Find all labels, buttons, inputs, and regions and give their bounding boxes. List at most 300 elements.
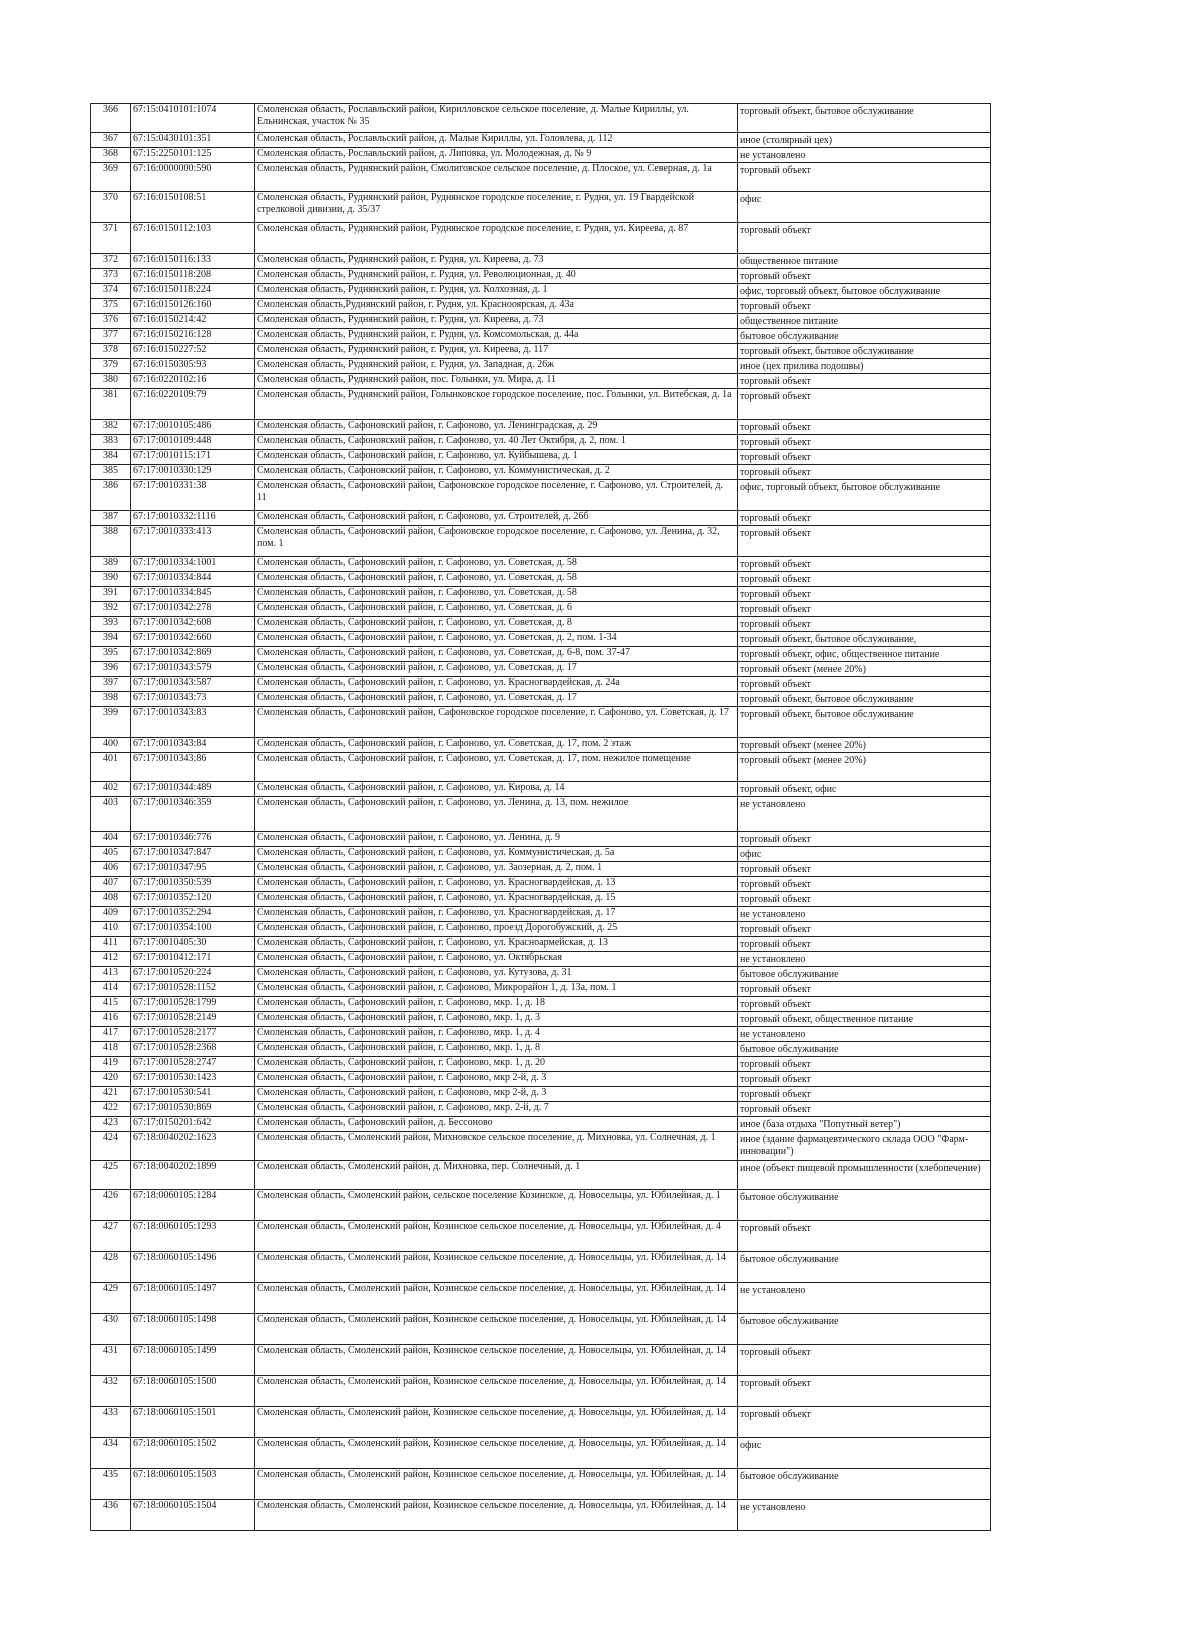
table-row bbox=[91, 632, 991, 647]
cadastral-number: 67:17:0010334:1001 bbox=[131, 557, 255, 572]
row-number: 399 bbox=[91, 707, 131, 738]
usage-type: торговый объект (менее 20%) bbox=[738, 753, 991, 782]
address: Смоленская область, Сафоновский район, г. Сафоново, ул. Куйбышева, д. 1 bbox=[255, 450, 738, 465]
usage-type: бытовое обслуживание bbox=[738, 329, 991, 344]
table-row bbox=[91, 223, 991, 254]
row-number: 387 bbox=[91, 511, 131, 526]
usage-type: не установлено bbox=[738, 907, 991, 922]
row-number: 406 bbox=[91, 862, 131, 877]
address: Смоленская область, Смоленский район, Козинское сельское поселение, д. Новосельцы, ул. Юбилейная, д. 14 bbox=[255, 1500, 738, 1531]
usage-type: бытовое обслуживание bbox=[738, 1469, 991, 1500]
cadastral-number: 67:17:0010347:847 bbox=[131, 847, 255, 862]
cadastral-number: 67:16:0150118:208 bbox=[131, 269, 255, 284]
cadastral-number: 67:17:0010343:73 bbox=[131, 692, 255, 707]
cadastral-number: 67:15:0410101:1074 bbox=[131, 104, 255, 133]
cadastral-number: 67:17:0010346:359 bbox=[131, 797, 255, 832]
address: Смоленская область, Сафоновский район, г. Сафоново, ул. Коммунистическая, д. 2 bbox=[255, 465, 738, 480]
cadastral-number: 67:18:0060105:1499 bbox=[131, 1345, 255, 1376]
usage-type: торговый объект bbox=[738, 1057, 991, 1072]
cadastral-number: 67:17:0150201:642 bbox=[131, 1117, 255, 1132]
cadastral-number: 67:16:0150214:42 bbox=[131, 314, 255, 329]
usage-type: торговый объект bbox=[738, 223, 991, 254]
address: Смоленская область, Руднянский район, г. Рудня, ул. Революционная, д. 40 bbox=[255, 269, 738, 284]
cadastral-number: 67:16:0150216:128 bbox=[131, 329, 255, 344]
table-row bbox=[91, 982, 991, 997]
table-row bbox=[91, 465, 991, 480]
address: Смоленская область, Смоленский район, Козинское сельское поселение, д. Новосельцы, ул. Юбилейная, д. 14 bbox=[255, 1314, 738, 1345]
cadastral-number: 67:16:0220102:16 bbox=[131, 374, 255, 389]
usage-type: торговый объект bbox=[738, 572, 991, 587]
address: Смоленская область, Сафоновский район, г. Сафоново, мкр. 1, д. 20 bbox=[255, 1057, 738, 1072]
row-number: 430 bbox=[91, 1314, 131, 1345]
row-number: 391 bbox=[91, 587, 131, 602]
usage-type: торговый объект bbox=[738, 892, 991, 907]
usage-type: иное (цех прилива подошвы) bbox=[738, 359, 991, 374]
cadastral-number: 67:17:0010346:776 bbox=[131, 832, 255, 847]
usage-type: торговый объект bbox=[738, 465, 991, 480]
address: Смоленская область, Смоленский район, Козинское сельское поселение, д. Новосельцы, ул. Юбилейная, д. 14 bbox=[255, 1252, 738, 1283]
cadastral-number: 67:16:0220109:79 bbox=[131, 389, 255, 420]
cadastral-number: 67:17:0010342:660 bbox=[131, 632, 255, 647]
cadastral-number: 67:17:0010333:413 bbox=[131, 526, 255, 557]
usage-type: торговый объект bbox=[738, 435, 991, 450]
row-number: 371 bbox=[91, 223, 131, 254]
cadastral-number: 67:18:0060105:1496 bbox=[131, 1252, 255, 1283]
row-number: 421 bbox=[91, 1087, 131, 1102]
address: Смоленская область, Сафоновский район, г. Сафоново, ул. Кирова, д. 14 bbox=[255, 782, 738, 797]
usage-type: торговый объект bbox=[738, 299, 991, 314]
table-row bbox=[91, 662, 991, 677]
usage-type: бытовое обслуживание bbox=[738, 1190, 991, 1221]
table-row bbox=[91, 692, 991, 707]
cadastral-number: 67:17:0010331:38 bbox=[131, 480, 255, 511]
cadastral-number: 67:16:0150112:103 bbox=[131, 223, 255, 254]
row-number: 367 bbox=[91, 133, 131, 148]
address: Смоленская область, Рославльский район, д. Малые Кириллы, ул. Головлева, д. 112 bbox=[255, 133, 738, 148]
usage-type: не установлено bbox=[738, 1283, 991, 1314]
usage-type: торговый объект bbox=[738, 677, 991, 692]
usage-type: торговый объект bbox=[738, 269, 991, 284]
cadastral-number: 67:17:0010528:1799 bbox=[131, 997, 255, 1012]
address: Смоленская область, Руднянский район, пос. Голынки, ул. Мира, д. 11 bbox=[255, 374, 738, 389]
row-number: 394 bbox=[91, 632, 131, 647]
usage-type: торговый объект, бытовое обслуживание bbox=[738, 692, 991, 707]
usage-type: иное (объект пищевой промышленности (хлебопечение) bbox=[738, 1161, 991, 1190]
row-number: 410 bbox=[91, 922, 131, 937]
row-number: 420 bbox=[91, 1072, 131, 1087]
row-number: 378 bbox=[91, 344, 131, 359]
table-row bbox=[91, 907, 991, 922]
row-number: 431 bbox=[91, 1345, 131, 1376]
usage-type: торговый объект bbox=[738, 1087, 991, 1102]
row-number: 382 bbox=[91, 420, 131, 435]
address: Смоленская область, Сафоновский район, г. Сафоново, ул. Красногвардейская, д. 17 bbox=[255, 907, 738, 922]
address: Смоленская область, Руднянский район, г. Рудня, ул. Киреева, д. 73 bbox=[255, 314, 738, 329]
table-row bbox=[91, 753, 991, 782]
row-number: 372 bbox=[91, 254, 131, 269]
usage-type: торговый объект bbox=[738, 1102, 991, 1117]
cadastral-number: 67:16:0150126:160 bbox=[131, 299, 255, 314]
cadastral-number: 67:16:0000000:590 bbox=[131, 163, 255, 192]
row-number: 370 bbox=[91, 192, 131, 223]
usage-type: торговый объект bbox=[738, 982, 991, 997]
row-number: 415 bbox=[91, 997, 131, 1012]
cadastral-number: 67:15:0430101:351 bbox=[131, 133, 255, 148]
usage-type: торговый объект (менее 20%) bbox=[738, 738, 991, 753]
address: Смоленская область, Сафоновский район, г. Сафоново, ул. Советская, д. 8 bbox=[255, 617, 738, 632]
address: Смоленская область, Смоленский район, сельское поселение Козинское, д. Новосельцы, ул. Юбилейная, д. 1 bbox=[255, 1190, 738, 1221]
cadastral-number: 67:17:0010528:2368 bbox=[131, 1042, 255, 1057]
usage-type: торговый объект, офис bbox=[738, 782, 991, 797]
usage-type: торговый объект, бытовое обслуживание bbox=[738, 344, 991, 359]
table-row bbox=[91, 284, 991, 299]
address: Смоленская область, Сафоновский район, г. Сафоново, ул. Ленина, д. 9 bbox=[255, 832, 738, 847]
usage-type: бытовое обслуживание bbox=[738, 1314, 991, 1345]
row-number: 428 bbox=[91, 1252, 131, 1283]
cadastral-number: 67:17:0010530:869 bbox=[131, 1102, 255, 1117]
usage-type: офис, торговый объект, бытовое обслуживание bbox=[738, 284, 991, 299]
table-row bbox=[91, 450, 991, 465]
table-row bbox=[91, 526, 991, 557]
row-number: 369 bbox=[91, 163, 131, 192]
row-number: 380 bbox=[91, 374, 131, 389]
address: Смоленская область, Сафоновский район, Сафоновское городское поселение, г. Сафоново, ул. Ленина, д. 32, пом. 1 bbox=[255, 526, 738, 557]
usage-type: торговый объект bbox=[738, 526, 991, 557]
row-number: 373 bbox=[91, 269, 131, 284]
cadastral-number: 67:17:0010412:171 bbox=[131, 952, 255, 967]
row-number: 376 bbox=[91, 314, 131, 329]
usage-type: бытовое обслуживание bbox=[738, 967, 991, 982]
table-row bbox=[91, 557, 991, 572]
address: Смоленская область,Руднянский район, г. Рудня, ул. Краснооярская, д. 43а bbox=[255, 299, 738, 314]
table-row bbox=[91, 344, 991, 359]
table-row bbox=[91, 192, 991, 223]
table-row bbox=[91, 1072, 991, 1087]
table-row bbox=[91, 1221, 991, 1252]
usage-type: торговый объект bbox=[738, 1221, 991, 1252]
address: Смоленская область, Сафоновский район, г. Сафоново, мкр 2-й, д. 3 bbox=[255, 1087, 738, 1102]
table-row bbox=[91, 1376, 991, 1407]
table-row bbox=[91, 435, 991, 450]
table-row bbox=[91, 1469, 991, 1500]
usage-type: торговый объект bbox=[738, 877, 991, 892]
table-row bbox=[91, 1345, 991, 1376]
row-number: 416 bbox=[91, 1012, 131, 1027]
row-number: 412 bbox=[91, 952, 131, 967]
cadastral-number: 67:18:0060105:1498 bbox=[131, 1314, 255, 1345]
row-number: 368 bbox=[91, 148, 131, 163]
table-row bbox=[91, 738, 991, 753]
row-number: 436 bbox=[91, 1500, 131, 1531]
address: Смоленская область, Сафоновский район, г. Сафоново, ул. Советская, д. 17 bbox=[255, 692, 738, 707]
row-number: 403 bbox=[91, 797, 131, 832]
table-row bbox=[91, 617, 991, 632]
address: Смоленская область, Сафоновский район, г. Сафоново, ул. Советская, д. 58 bbox=[255, 572, 738, 587]
row-number: 397 bbox=[91, 677, 131, 692]
row-number: 429 bbox=[91, 1283, 131, 1314]
table-row bbox=[91, 133, 991, 148]
table-row bbox=[91, 1500, 991, 1531]
usage-type: иное (столярный цех) bbox=[738, 133, 991, 148]
table-row bbox=[91, 572, 991, 587]
row-number: 413 bbox=[91, 967, 131, 982]
cadastral-number: 67:17:0010354:100 bbox=[131, 922, 255, 937]
cadastral-number: 67:17:0010343:84 bbox=[131, 738, 255, 753]
cadastral-number: 67:17:0010528:1152 bbox=[131, 982, 255, 997]
table-row bbox=[91, 937, 991, 952]
address: Смоленская область, Сафоновский район, г. Сафоново, ул. Красноармейская, д. 13 bbox=[255, 937, 738, 952]
row-number: 405 bbox=[91, 847, 131, 862]
address: Смоленская область, Сафоновский район, г. Сафоново, ул. Ленинградская, д. 29 bbox=[255, 420, 738, 435]
address: Смоленская область, Сафоновский район, г. Сафоново, мкр. 1, д. 18 bbox=[255, 997, 738, 1012]
cadastral-number: 67:17:0010528:2747 bbox=[131, 1057, 255, 1072]
cadastral-number: 67:17:0010342:869 bbox=[131, 647, 255, 662]
cadastral-number: 67:18:0060105:1500 bbox=[131, 1376, 255, 1407]
address: Смоленская область, Сафоновский район, д. Бессоново bbox=[255, 1117, 738, 1132]
cadastral-number: 67:16:0150108:51 bbox=[131, 192, 255, 223]
address: Смоленская область, Смоленский район, д. Михновка, пер. Солнечный, д. 1 bbox=[255, 1161, 738, 1190]
usage-type: не установлено bbox=[738, 797, 991, 832]
usage-type: торговый объект bbox=[738, 420, 991, 435]
cadastral-number: 67:17:0010332:1116 bbox=[131, 511, 255, 526]
table-row bbox=[91, 1283, 991, 1314]
row-number: 366 bbox=[91, 104, 131, 133]
table-row bbox=[91, 1161, 991, 1190]
cadastral-number: 67:17:0010530:1423 bbox=[131, 1072, 255, 1087]
row-number: 427 bbox=[91, 1221, 131, 1252]
usage-type: офис, торговый объект, бытовое обслуживание bbox=[738, 480, 991, 511]
table-row bbox=[91, 952, 991, 967]
cadastral-number: 67:17:0010520:224 bbox=[131, 967, 255, 982]
table-row bbox=[91, 148, 991, 163]
usage-type: торговый объект bbox=[738, 922, 991, 937]
table-row bbox=[91, 359, 991, 374]
usage-type: торговый объект bbox=[738, 1345, 991, 1376]
address: Смоленская область, Смоленский район, Козинское сельское поселение, д. Новосельцы, ул. Юбилейная, д. 14 bbox=[255, 1283, 738, 1314]
table-row bbox=[91, 647, 991, 662]
cadastral-number: 67:17:0010352:120 bbox=[131, 892, 255, 907]
row-number: 423 bbox=[91, 1117, 131, 1132]
usage-type: торговый объект bbox=[738, 832, 991, 847]
table-row bbox=[91, 511, 991, 526]
cadastral-number: 67:17:0010530:541 bbox=[131, 1087, 255, 1102]
row-number: 434 bbox=[91, 1438, 131, 1469]
cadastral-number: 67:17:0010350:539 bbox=[131, 877, 255, 892]
row-number: 396 bbox=[91, 662, 131, 677]
table-row bbox=[91, 299, 991, 314]
address: Смоленская область, Сафоновский район, г. Сафоново, ул. Кутузова, д. 31 bbox=[255, 967, 738, 982]
table-row bbox=[91, 707, 991, 738]
table-row bbox=[91, 862, 991, 877]
usage-type: торговый объект bbox=[738, 163, 991, 192]
row-number: 379 bbox=[91, 359, 131, 374]
table-row bbox=[91, 602, 991, 617]
cadastral-number: 67:18:0060105:1503 bbox=[131, 1469, 255, 1500]
table-row bbox=[91, 1190, 991, 1221]
address: Смоленская область, Сафоновский район, г. Сафоново, ул. Советская, д. 6 bbox=[255, 602, 738, 617]
cadastral-number: 67:18:0060105:1497 bbox=[131, 1283, 255, 1314]
table-row bbox=[91, 1314, 991, 1345]
usage-type: торговый объект bbox=[738, 450, 991, 465]
cadastral-number: 67:16:0150118:224 bbox=[131, 284, 255, 299]
address: Смоленская область, Сафоновский район, Сафоновское городское поселение, г. Сафоново, ул. Советская, д. 17 bbox=[255, 707, 738, 738]
row-number: 409 bbox=[91, 907, 131, 922]
row-number: 389 bbox=[91, 557, 131, 572]
address: Смоленская область, Сафоновский район, г. Сафоново, ул. Советская, д. 17 bbox=[255, 662, 738, 677]
address: Смоленская область, Рославльский район, Кирилловское сельское поселение, д. Малые Кириллы, ул. Ельнинская, участок № 35 bbox=[255, 104, 738, 133]
row-number: 393 bbox=[91, 617, 131, 632]
usage-type: торговый объект bbox=[738, 1407, 991, 1438]
row-number: 425 bbox=[91, 1161, 131, 1190]
cadastral-number: 67:18:0060105:1502 bbox=[131, 1438, 255, 1469]
row-number: 407 bbox=[91, 877, 131, 892]
usage-type: офис bbox=[738, 1438, 991, 1469]
row-number: 400 bbox=[91, 738, 131, 753]
address: Смоленская область, Руднянский район, Руднянское городское поселение, г. Рудня, ул. Киреева, д. 87 bbox=[255, 223, 738, 254]
table-row bbox=[91, 1087, 991, 1102]
cadastral-number: 67:17:0010344:489 bbox=[131, 782, 255, 797]
table-row bbox=[91, 420, 991, 435]
cadastral-number: 67:16:0150116:133 bbox=[131, 254, 255, 269]
table-row bbox=[91, 1057, 991, 1072]
usage-type: не установлено bbox=[738, 1500, 991, 1531]
cadastral-number: 67:17:0010528:2149 bbox=[131, 1012, 255, 1027]
row-number: 426 bbox=[91, 1190, 131, 1221]
table-row bbox=[91, 1252, 991, 1283]
row-number: 392 bbox=[91, 602, 131, 617]
usage-type: торговый объект bbox=[738, 511, 991, 526]
usage-type: торговый объект bbox=[738, 389, 991, 420]
table-row bbox=[91, 1027, 991, 1042]
address: Смоленская область, Смоленский район, Козинское сельское поселение, д. Новосельцы, ул. Юбилейная, д. 14 bbox=[255, 1407, 738, 1438]
table-row bbox=[91, 1102, 991, 1117]
cadastral-number: 67:16:0150305:93 bbox=[131, 359, 255, 374]
usage-type: офис bbox=[738, 192, 991, 223]
cadastral-number: 67:15:2250101:125 bbox=[131, 148, 255, 163]
address: Смоленская область, Сафоновский район, г. Сафоново, мкр. 1, д. 4 bbox=[255, 1027, 738, 1042]
table-row bbox=[91, 847, 991, 862]
table-row bbox=[91, 254, 991, 269]
row-number: 388 bbox=[91, 526, 131, 557]
cadastral-number: 67:18:0040202:1899 bbox=[131, 1161, 255, 1190]
address: Смоленская область, Сафоновский район, г. Сафоново, Микрорайон 1, д. 13а, пом. 1 bbox=[255, 982, 738, 997]
table-row bbox=[91, 269, 991, 284]
address: Смоленская область, Сафоновский район, г. Сафоново, ул. Ленина, д. 13, пом. нежилое bbox=[255, 797, 738, 832]
usage-type: торговый объект bbox=[738, 937, 991, 952]
row-number: 401 bbox=[91, 753, 131, 782]
row-number: 402 bbox=[91, 782, 131, 797]
usage-type: бытовое обслуживание bbox=[738, 1042, 991, 1057]
address: Смоленская область, Сафоновский район, г. Сафоново, ул. Красногвардейская, д. 15 bbox=[255, 892, 738, 907]
usage-type: общественное питание bbox=[738, 254, 991, 269]
usage-type: офис bbox=[738, 847, 991, 862]
cadastral-number: 67:17:0010343:83 bbox=[131, 707, 255, 738]
row-number: 386 bbox=[91, 480, 131, 511]
table-body bbox=[91, 104, 991, 1531]
row-number: 435 bbox=[91, 1469, 131, 1500]
cadastral-number: 67:18:0060105:1284 bbox=[131, 1190, 255, 1221]
usage-type: торговый объект, бытовое обслуживание, bbox=[738, 632, 991, 647]
address: Смоленская область, Сафоновский район, г. Сафоново, ул. Советская, д. 2, пом. 1-34 bbox=[255, 632, 738, 647]
table-row bbox=[91, 997, 991, 1012]
cadastral-number: 67:17:0010115:171 bbox=[131, 450, 255, 465]
cadastral-number: 67:17:0010347:95 bbox=[131, 862, 255, 877]
address: Смоленская область, Руднянский район, г. Рудня, ул. Киреева, д. 117 bbox=[255, 344, 738, 359]
usage-type: торговый объект, бытовое обслуживание bbox=[738, 104, 991, 133]
cadastral-number: 67:17:0010405:30 bbox=[131, 937, 255, 952]
address: Смоленская область, Сафоновский район, г. Сафоново, мкр. 2-й, д. 7 bbox=[255, 1102, 738, 1117]
row-number: 404 bbox=[91, 832, 131, 847]
row-number: 422 bbox=[91, 1102, 131, 1117]
address: Смоленская область, Сафоновский район, г. Сафоново, ул. Советская, д. 6-8, пом. 37-47 bbox=[255, 647, 738, 662]
address: Смоленская область, Сафоновский район, Сафоновское городское поселение, г. Сафоново, ул. Строителей, д. 11 bbox=[255, 480, 738, 511]
address: Смоленская область, Сафоновский район, г. Сафоново, ул. Красногвардейская, д. 24а bbox=[255, 677, 738, 692]
cadastral-number: 67:18:0060105:1504 bbox=[131, 1500, 255, 1531]
address: Смоленская область, Сафоновский район, г. Сафоново, ул. Заозерная, д. 2, пом. 1 bbox=[255, 862, 738, 877]
row-number: 417 bbox=[91, 1027, 131, 1042]
row-number: 384 bbox=[91, 450, 131, 465]
usage-type: торговый объект bbox=[738, 617, 991, 632]
table-row bbox=[91, 1117, 991, 1132]
row-number: 408 bbox=[91, 892, 131, 907]
address: Смоленская область, Рославльский район, д. Липовка, ул. Молодежная, д. № 9 bbox=[255, 148, 738, 163]
cadastral-number: 67:17:0010352:294 bbox=[131, 907, 255, 922]
cadastral-number: 67:18:0060105:1501 bbox=[131, 1407, 255, 1438]
table-row bbox=[91, 1012, 991, 1027]
address: Смоленская область, Руднянский район, Руднянское городское поселение, г. Рудня, ул. 19 Гвардейской стрелковой дивизии, д. 35/37 bbox=[255, 192, 738, 223]
address: Смоленская область, Смоленский район, Козинское сельское поселение, д. Новосельцы, ул. Юбилейная, д. 14 bbox=[255, 1438, 738, 1469]
row-number: 418 bbox=[91, 1042, 131, 1057]
table-row bbox=[91, 1438, 991, 1469]
table-row bbox=[91, 832, 991, 847]
usage-type: иное (база отдыха "Попутный ветер") bbox=[738, 1117, 991, 1132]
usage-type: торговый объект (менее 20%) bbox=[738, 662, 991, 677]
row-number: 385 bbox=[91, 465, 131, 480]
table-row bbox=[91, 389, 991, 420]
table-row bbox=[91, 314, 991, 329]
cadastral-number: 67:17:0010330:129 bbox=[131, 465, 255, 480]
usage-type: бытовое обслуживание bbox=[738, 1252, 991, 1283]
cadastral-number: 67:17:0010342:608 bbox=[131, 617, 255, 632]
address: Смоленская область, Руднянский район, г. Рудня, ул. Комсомольская, д. 44а bbox=[255, 329, 738, 344]
table-row bbox=[91, 922, 991, 937]
cadastral-number: 67:17:0010343:587 bbox=[131, 677, 255, 692]
address: Смоленская область, Смоленский район, Козинское сельское поселение, д. Новосельцы, ул. Юбилейная, д. 14 bbox=[255, 1376, 738, 1407]
cadastral-number: 67:17:0010105:486 bbox=[131, 420, 255, 435]
row-number: 377 bbox=[91, 329, 131, 344]
cadastral-number: 67:18:0060105:1293 bbox=[131, 1221, 255, 1252]
address: Смоленская область, Сафоновский район, г. Сафоново, ул. Коммунистическая, д. 5а bbox=[255, 847, 738, 862]
table-row bbox=[91, 480, 991, 511]
address: Смоленская область, Сафоновский район, г. Сафоново, ул. Советская, д. 58 bbox=[255, 587, 738, 602]
table-row bbox=[91, 677, 991, 692]
table-row bbox=[91, 1042, 991, 1057]
address: Смоленская область, Сафоновский район, г. Сафоново, ул. Советская, д. 58 bbox=[255, 557, 738, 572]
table-row bbox=[91, 374, 991, 389]
table-row bbox=[91, 1132, 991, 1161]
address: Смоленская область, Смоленский район, Козинское сельское поселение, д. Новосельцы, ул. Юбилейная, д. 14 bbox=[255, 1469, 738, 1500]
table-row bbox=[91, 967, 991, 982]
row-number: 424 bbox=[91, 1132, 131, 1161]
usage-type: не установлено bbox=[738, 1027, 991, 1042]
table-row bbox=[91, 163, 991, 192]
table-row bbox=[91, 104, 991, 133]
table-row bbox=[91, 329, 991, 344]
address: Смоленская область, Руднянский район, г. Рудня, ул. Западная, д. 26ж bbox=[255, 359, 738, 374]
cadastral-number: 67:17:0010528:2177 bbox=[131, 1027, 255, 1042]
address: Смоленская область, Сафоновский район, г. Сафоново, ул. Строителей, д. 26б bbox=[255, 511, 738, 526]
row-number: 414 bbox=[91, 982, 131, 997]
